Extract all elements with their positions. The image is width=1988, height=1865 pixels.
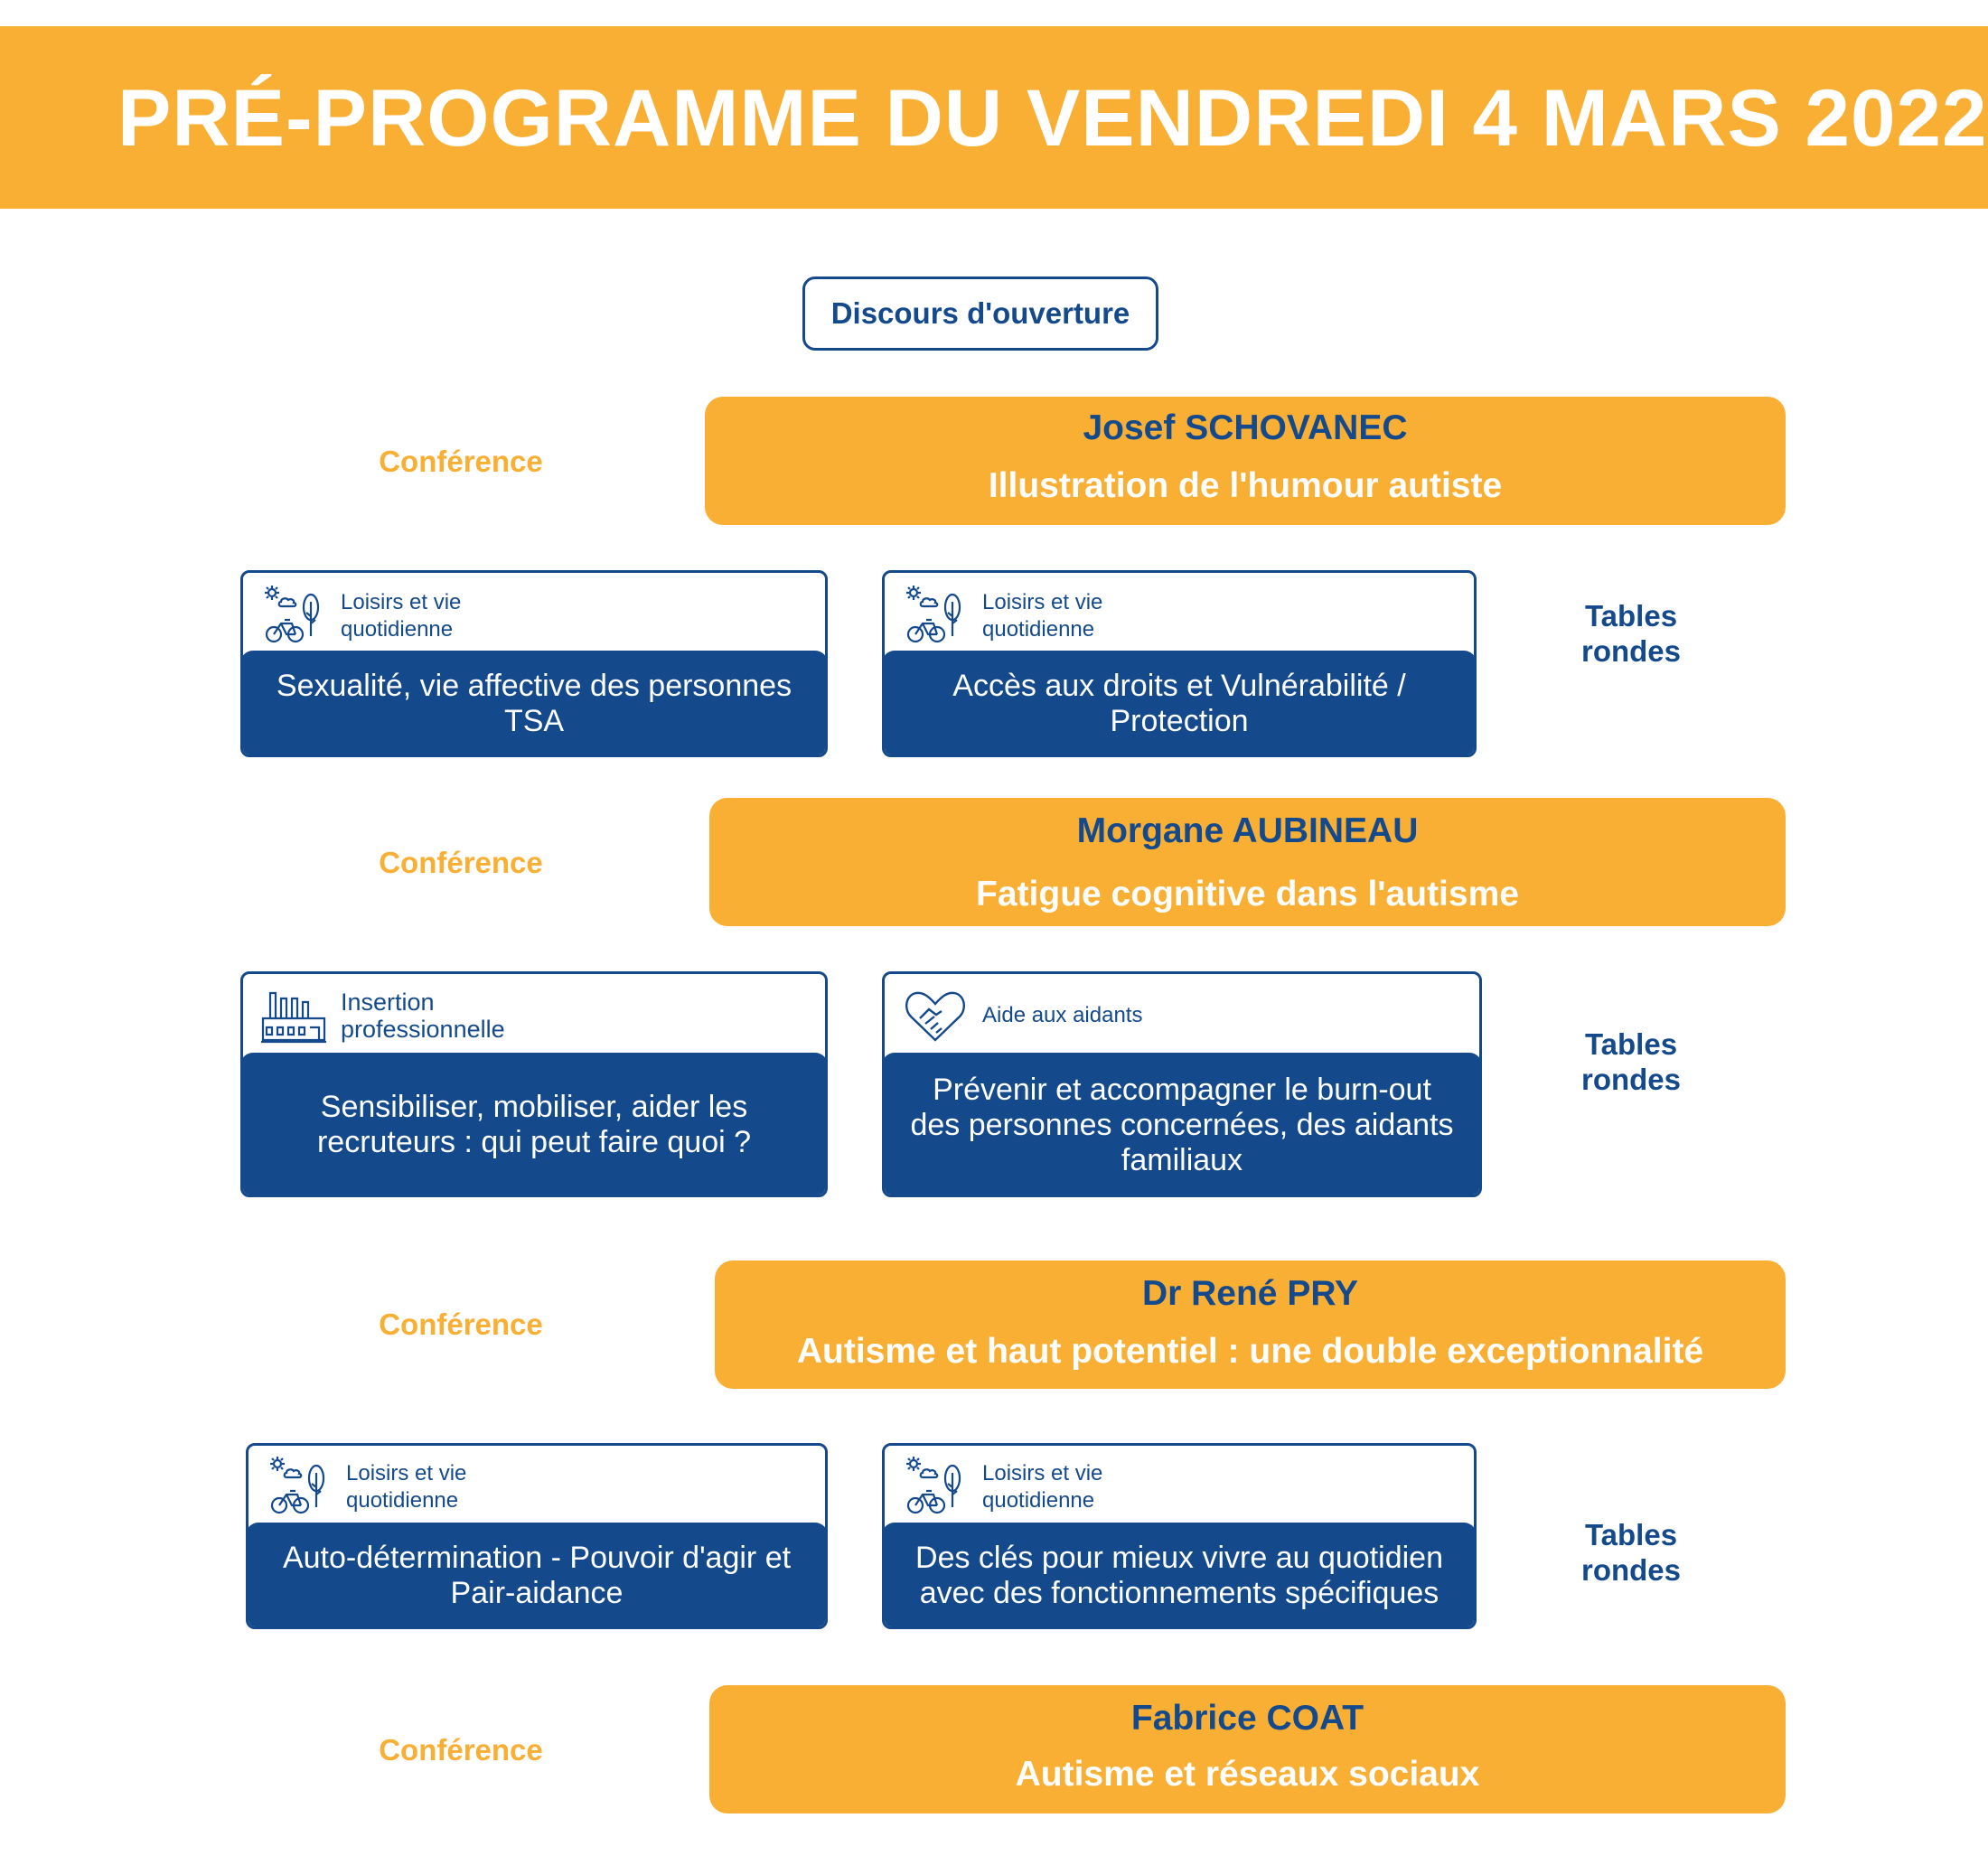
round-tables-label-line2: rondes <box>1580 1063 1682 1096</box>
round-tables-label-line2: rondes <box>1580 634 1682 668</box>
conference-speaker: Josef SCHOVANEC <box>1083 408 1408 447</box>
opening-speech-box: Discours d'ouverture <box>802 276 1158 351</box>
card-header <box>243 974 825 1057</box>
card-category: Insertion professionnelle <box>341 989 505 1043</box>
card-header <box>885 974 1479 1057</box>
leisure-icon <box>897 578 973 654</box>
round-tables-label-line1: Tables <box>1584 599 1678 633</box>
header-banner <box>0 26 1988 209</box>
page-title: PRÉ-PROGRAMME DU VENDREDI 4 MARS 2022 <box>117 71 1988 163</box>
leisure-icon <box>261 1449 337 1525</box>
conference-subject: Autisme et haut potentiel : une double exceptionnalité <box>796 1332 1704 1371</box>
round-table-card <box>882 971 1482 1197</box>
round-tables-label <box>1572 598 1690 669</box>
heart-hands-icon <box>897 978 973 1054</box>
conference-subject: Autisme et réseaux sociaux <box>1015 1755 1480 1794</box>
leisure-icon <box>897 1449 973 1525</box>
conference-speaker: Dr René PRY <box>1141 1274 1359 1313</box>
conference-box <box>715 1261 1786 1389</box>
round-tables-label <box>1572 1517 1690 1588</box>
card-header <box>243 573 825 659</box>
round-table-card <box>240 971 828 1197</box>
leisure-icon <box>256 578 332 654</box>
card-title: Prévenir et accompagner le burn-out des personnes concernées, des aidants familiaux <box>882 1053 1482 1197</box>
conference-label: Conférence <box>379 846 543 879</box>
conference-speaker: Morgane AUBINEAU <box>1076 811 1419 850</box>
round-table-card <box>246 1443 828 1629</box>
conference-box <box>709 1685 1786 1813</box>
card-category: Loisirs et vie quotidienne <box>982 1461 1103 1513</box>
card-header <box>885 1446 1474 1529</box>
card-title: Sensibiliser, mobiliser, aider les recruteurs : qui peut faire quoi ? <box>240 1053 828 1197</box>
round-tables-label <box>1572 1026 1690 1097</box>
round-tables-label-line1: Tables <box>1584 1518 1678 1551</box>
card-header <box>885 573 1474 659</box>
card-category: Loisirs et vie quotidienne <box>341 589 462 642</box>
round-tables-label-line1: Tables <box>1584 1027 1678 1061</box>
conference-box <box>705 397 1786 525</box>
card-title: Des clés pour mieux vivre au quotidien avec des fonctionnements spécifiques <box>882 1523 1477 1629</box>
card-title: Auto-détermination - Pouvoir d'agir et Pair-aidance <box>246 1523 828 1629</box>
round-table-card <box>882 1443 1477 1629</box>
card-header <box>248 1446 825 1529</box>
conference-subject: Fatigue cognitive dans l'autisme <box>976 875 1519 914</box>
round-table-card <box>240 570 828 757</box>
round-tables-label-line2: rondes <box>1580 1553 1682 1587</box>
conference-subject: Illustration de l'humour autiste <box>988 466 1503 505</box>
round-table-card <box>882 570 1477 757</box>
conference-label: Conférence <box>379 1307 543 1341</box>
conference-label: Conférence <box>379 1733 543 1767</box>
card-title: Accès aux droits et Vulnérabilité / Protection <box>882 651 1477 757</box>
conference-label: Conférence <box>379 445 543 478</box>
conference-speaker: Fabrice COAT <box>1130 1699 1364 1738</box>
card-category: Aide aux aidants <box>982 1003 1143 1027</box>
card-category: Loisirs et vie quotidienne <box>982 589 1103 642</box>
factory-icon <box>256 978 332 1054</box>
conference-box <box>709 798 1786 926</box>
card-category: Loisirs et vie quotidienne <box>346 1461 467 1513</box>
card-title: Sexualité, vie affective des personnes TSA <box>240 651 828 757</box>
